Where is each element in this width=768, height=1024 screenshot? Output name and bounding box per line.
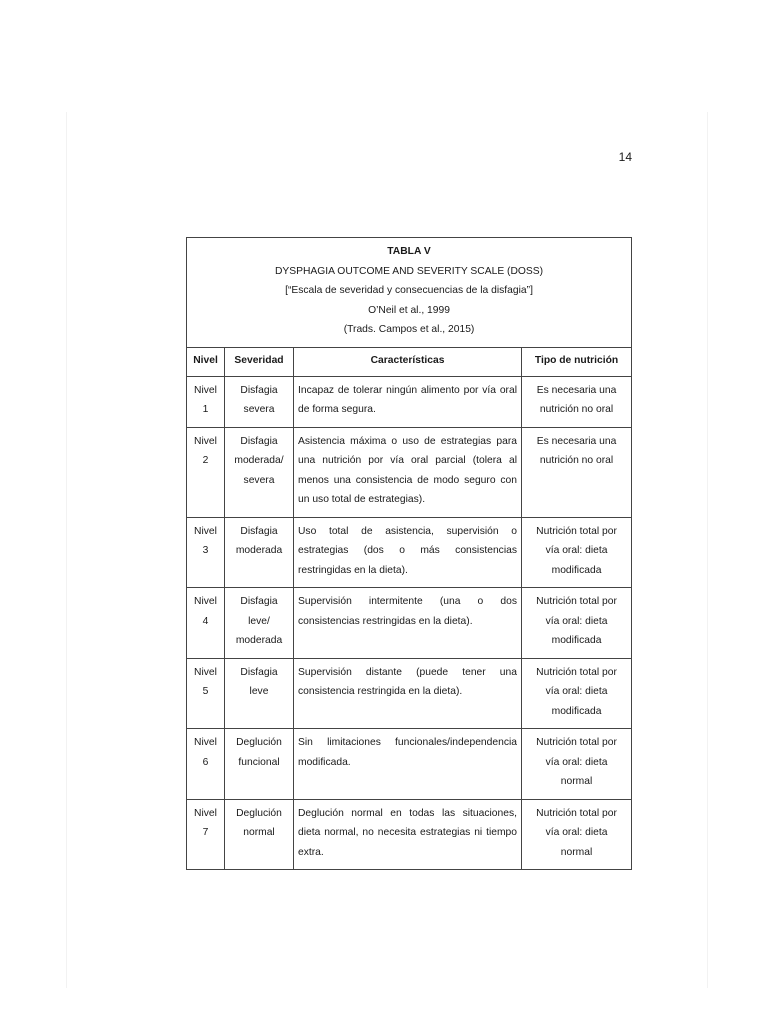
cell-tipo-nutricion-line: modificada: [551, 635, 602, 646]
table-row: [187, 427, 632, 517]
table-caption-line: O’Neil et al., 1999: [368, 304, 450, 316]
cell-tipo-nutricion-line: Nutrición total por: [536, 525, 617, 537]
cell-severidad-line: Disfagia: [240, 384, 278, 396]
table-row: [187, 799, 632, 870]
cell-tipo-nutricion-line: modificada: [551, 705, 602, 717]
cell-tipo-nutricion-line: Nutrición total por: [536, 807, 617, 819]
cell-tipo-nutricion: [522, 729, 632, 800]
cell-severidad-line: normal: [243, 827, 275, 838]
cell-severidad-line: severa: [243, 404, 275, 415]
cell-nivel: [187, 729, 225, 800]
table-row: [187, 588, 632, 659]
cell-tipo-nutricion-line: Nutrición total por: [536, 737, 617, 748]
cell-tipo-nutricion: [522, 517, 632, 588]
table-caption: [187, 238, 632, 348]
cell-nivel-line: Nivel: [194, 525, 217, 537]
table-title: TABLA V: [387, 246, 431, 257]
table-row: [187, 376, 632, 427]
cell-severidad-line: severa: [243, 474, 275, 486]
cell-tipo-nutricion: [522, 799, 632, 870]
header-tipo-nutricion: Tipo de nutrición: [522, 347, 632, 376]
cell-tipo-nutricion-line: vía oral: dieta: [545, 827, 608, 838]
cell-tipo-nutricion-line: vía oral: dieta: [545, 686, 608, 697]
cell-nivel-line: Nivel: [194, 384, 217, 396]
cell-severidad-line: Deglución: [236, 807, 282, 819]
cell-severidad-line: moderada/: [234, 455, 284, 466]
cell-severidad-line: moderada: [235, 545, 283, 556]
table-caption-line: DYSPHAGIA OUTCOME AND SEVERITY SCALE (DOSS): [274, 265, 544, 277]
header-nivel: Nivel: [187, 347, 225, 376]
cell-tipo-nutricion: [522, 658, 632, 729]
cell-severidad: [225, 658, 294, 729]
table-header-row: [187, 347, 632, 376]
table-caption-line: (Trads. Campos et al., 2015): [343, 324, 475, 335]
cell-severidad-line: Disfagia: [240, 666, 278, 678]
cell-severidad-line: leve/: [248, 615, 270, 627]
cell-severidad-line: funcional: [238, 756, 280, 768]
cell-nivel-line: 1: [202, 404, 209, 415]
cell-tipo-nutricion-line: vía oral: dieta: [545, 615, 608, 627]
cell-tipo-nutricion-line: normal: [560, 846, 593, 858]
cell-severidad-line: Disfagia: [240, 596, 278, 607]
cell-nivel: [187, 376, 225, 427]
cell-severidad-line: Disfagia: [240, 435, 278, 447]
table-row: [187, 729, 632, 800]
cell-caracteristicas: Asistencia máxima o uso de estrategias para una nutrición por vía oral parcial (tolera al menos una consistencia de modo seguro con un uso total de estrategias).: [294, 427, 522, 517]
cell-severidad: [225, 517, 294, 588]
cell-tipo-nutricion-line: Es necesaria una: [536, 435, 617, 447]
cell-tipo-nutricion-line: normal: [560, 776, 593, 787]
cell-tipo-nutricion-line: nutrición no oral: [539, 455, 614, 466]
table-caption-row: [187, 238, 632, 348]
cell-tipo-nutricion: [522, 376, 632, 427]
cell-caracteristicas: Supervisión distante (puede tener una consistencia restringida en la dieta).: [294, 658, 522, 729]
cell-nivel-line: 7: [202, 827, 209, 838]
table-row: [187, 517, 632, 588]
cell-tipo-nutricion-line: Nutrición total por: [536, 666, 617, 678]
cell-nivel-line: 3: [202, 545, 209, 556]
header-caracteristicas: Características: [294, 347, 522, 376]
cell-severidad: [225, 729, 294, 800]
table-row: [187, 658, 632, 729]
cell-caracteristicas: Supervisión intermitente (una o dos consistencias restringidas en la dieta).: [294, 588, 522, 659]
cell-tipo-nutricion-line: nutrición no oral: [539, 404, 614, 415]
cell-nivel: [187, 517, 225, 588]
cell-nivel-line: 5: [202, 686, 209, 697]
cell-severidad-line: moderada: [235, 635, 283, 646]
cell-nivel-line: Nivel: [194, 737, 217, 748]
cell-tipo-nutricion-line: Nutrición total por: [536, 596, 617, 607]
cell-nivel: [187, 799, 225, 870]
header-severidad: Severidad: [225, 347, 294, 376]
cell-severidad: [225, 799, 294, 870]
cell-nivel-line: Nivel: [194, 435, 217, 447]
cell-nivel: [187, 588, 225, 659]
cell-severidad-line: Deglución: [236, 737, 282, 748]
cell-nivel-line: 2: [202, 455, 209, 466]
cell-nivel: [187, 427, 225, 517]
cell-tipo-nutricion-line: vía oral: dieta: [545, 756, 608, 768]
cell-tipo-nutricion-line: vía oral: dieta: [545, 545, 608, 556]
cell-tipo-nutricion: [522, 427, 632, 517]
cell-nivel-line: Nivel: [194, 666, 217, 678]
cell-tipo-nutricion: [522, 588, 632, 659]
cell-nivel-line: 6: [202, 756, 209, 768]
cell-nivel: [187, 658, 225, 729]
page-number: 14: [618, 150, 632, 164]
table-caption-line: [“Escala de severidad y consecuencias de la disfagia”]: [285, 285, 533, 296]
doss-table: [186, 237, 632, 870]
cell-caracteristicas: Incapaz de tolerar ningún alimento por vía oral de forma segura.: [294, 376, 522, 427]
cell-caracteristicas: Uso total de asistencia, supervisión o estrategias (dos o más consistencias restringidas en la dieta).: [294, 517, 522, 588]
cell-tipo-nutricion-line: Es necesaria una: [536, 384, 617, 396]
cell-severidad-line: leve: [249, 686, 269, 697]
cell-nivel-line: Nivel: [194, 807, 217, 819]
cell-severidad-line: Disfagia: [240, 525, 278, 537]
cell-severidad: [225, 427, 294, 517]
cell-severidad: [225, 376, 294, 427]
cell-tipo-nutricion-line: modificada: [551, 564, 602, 576]
cell-nivel-line: Nivel: [194, 596, 217, 607]
cell-caracteristicas: Sin limitaciones funcionales/independencia modificada.: [294, 729, 522, 800]
cell-caracteristicas: Deglución normal en todas las situaciones, dieta normal, no necesita estrategias ni tiempo extra.: [294, 799, 522, 870]
cell-nivel-line: 4: [202, 615, 209, 627]
cell-severidad: [225, 588, 294, 659]
